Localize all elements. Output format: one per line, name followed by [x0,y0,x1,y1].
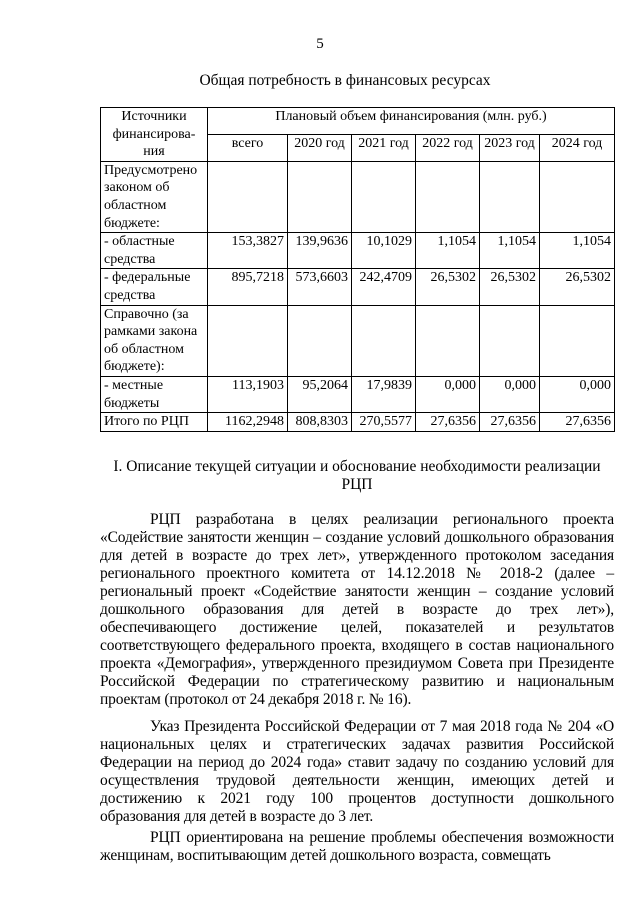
col-header-2024: 2024 год [540,134,615,161]
table-row-total [101,413,615,432]
cell-value [480,161,540,232]
cell-value [208,305,288,376]
paragraph: Указ Президента Российской Федерации от 7 мая 2018 года № 204 «О национальных целях и стратегических задачах развития Российской Федерации на период до 2024 года» ставит задачу по созданию условий для осуществления трудовой деятельности женщин, имеющих детей и достижению к 2021 году 100 процентов доступности дошкольного образования для детей в возрасте до 3 лет. [100,718,614,825]
cell-value [416,305,480,376]
table-header-row [101,108,615,135]
col-header-total: всего [208,134,288,161]
table-row [101,161,615,232]
cell-value: 573,6603 [288,269,352,305]
cell-value: 26,5302 [480,269,540,305]
cell-value [416,161,480,232]
cell-value: 17,9839 [352,376,416,412]
row-label: - местные бюджеты [101,376,208,412]
cell-value: 808,8303 [288,413,352,432]
cell-value: 26,5302 [416,269,480,305]
cell-value: 1,1054 [540,233,615,269]
cell-value: 1,1054 [416,233,480,269]
cell-value [288,161,352,232]
cell-value: 1162,2948 [208,413,288,432]
cell-value: 10,1029 [352,233,416,269]
cell-value [288,305,352,376]
col-header-2022: 2022 год [416,134,480,161]
paragraph: РЦП ориентирована на решение проблемы обеспечения возможности женщинам, воспитывающим детей дошкольного возраста, совмещать [100,829,614,864]
cell-value: 113,1903 [208,376,288,412]
cell-value: 0,000 [416,376,480,412]
cell-value: 0,000 [480,376,540,412]
cell-value: 27,6356 [540,413,615,432]
section-heading: I. Описание текущей ситуации и обоснование необходимости реализации РЦП [113,458,601,493]
col-header-2021: 2021 год [352,134,416,161]
cell-value: 1,1054 [480,233,540,269]
table-title: Общая потребность в финансовых ресурсах [199,72,491,89]
cell-value: 26,5302 [540,269,615,305]
cell-value: 153,3827 [208,233,288,269]
cell-value [352,305,416,376]
row-label: Предусмотрено законом об областном бюджете: [101,161,208,232]
table-row [101,269,615,305]
col-header-2020: 2020 год [288,134,352,161]
cell-value: 0,000 [540,376,615,412]
cell-value [480,305,540,376]
table-row [101,233,615,269]
row-label: - федеральные средства [101,269,208,305]
row-label: Итого по РЦП [101,413,208,432]
cell-value: 27,6356 [480,413,540,432]
row-label: Справочно (за рамками закона об областном бюджете): [101,305,208,376]
cell-value: 242,4709 [352,269,416,305]
cell-value: 895,7218 [208,269,288,305]
cell-value [208,161,288,232]
cell-value [540,305,615,376]
plan-header: Плановый объем финансирования (млн. руб.) [208,108,615,135]
table-row [101,376,615,412]
paragraph: РЦП разработана в целях реализации регионального проекта «Содействие занятости женщин – создание условий дошкольного образования для детей в возрасте до трех лет», утвержденного протоколом заседания регионального проектного комитета от 14.12.2018 № 2018-2 (далее – региональный проект «Содействие занятости женщин – создание условий дошкольного образования для детей в возрасте до трех лет»), обеспечивающего достижение целей, показателей и результатов соответствующего федерального проекта, входящего в состав национального проекта «Демография», утвержденного президиумом Совета при Президенте Российской Федерации по стратегическому развитию и национальным проектам (протокол от 24 декабря 2018 г. № 16). [100,511,614,708]
row-label: - областные средства [101,233,208,269]
financing-table [100,107,615,432]
page-number: 5 [316,36,324,52]
cell-value [352,161,416,232]
col-header-2023: 2023 год [480,134,540,161]
source-header: Источники финансирова-ния [101,108,208,162]
cell-value [540,161,615,232]
cell-value: 139,9636 [288,233,352,269]
table-row [101,305,615,376]
cell-value: 95,2064 [288,376,352,412]
cell-value: 27,6356 [416,413,480,432]
cell-value: 270,5577 [352,413,416,432]
